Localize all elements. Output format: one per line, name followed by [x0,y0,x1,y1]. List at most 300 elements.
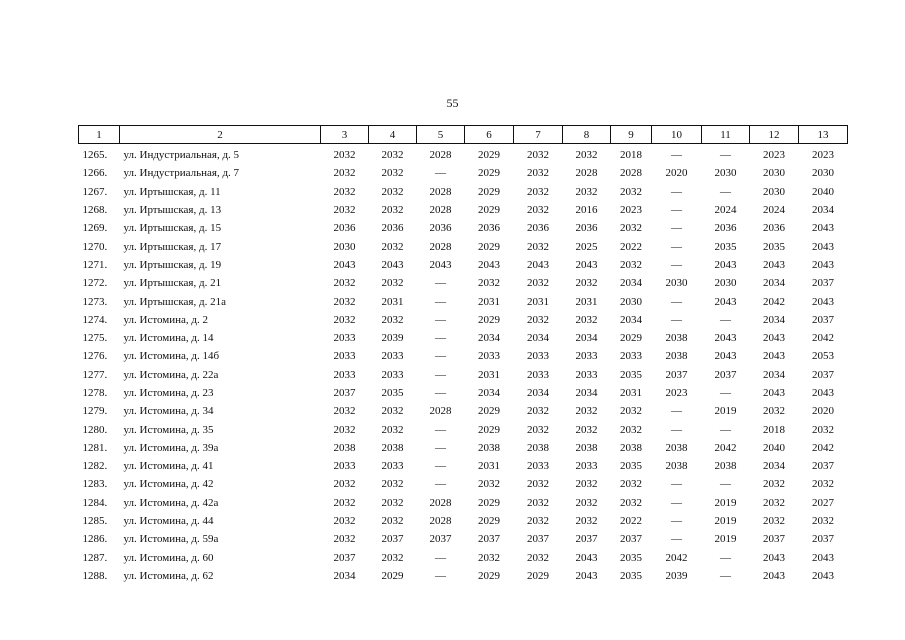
cell-col-3: 2032 [333,496,356,509]
cell-col-4: 2032 [381,185,404,198]
cell-col-4: 2033 [381,350,404,363]
cell-col-5: 2028 [429,149,452,162]
cell-col-11: 2024 [714,204,737,217]
cell-col-10: 2023 [665,387,688,399]
cell-col-12: 2032 [763,515,785,528]
cell-col-3: 2032 [333,277,356,290]
cell-col-10: — [671,295,682,308]
cell-address: ул. Истомина, д. 22а [123,368,219,381]
column-header: 9 [611,126,652,144]
cell-address: ул. Иртышская, д. 11 [123,185,221,198]
cell-address: ул. Истомина, д. 62 [123,569,214,582]
cell-col-9: 2030 [620,295,642,308]
cell-col-4: 2031 [381,295,404,308]
cell-row-number: 1275. [82,332,108,345]
cell-col-10: 2042 [665,551,688,564]
cell-col-13: 2053 [812,350,834,363]
cell-col-11: 2036 [714,222,737,235]
cell-col-4: 2032 [381,405,404,418]
cell-col-12: 2040 [763,441,785,454]
cell-col-13: 2037 [812,460,834,473]
cell-col-7: 2032 [527,185,549,198]
cell-row-number: 1283. [82,478,108,491]
cell-col-4: 2037 [381,533,404,546]
cell-col-9: 2032 [620,496,642,509]
cell-col-4: 2032 [381,478,404,491]
cell-col-3: 2043 [333,258,356,271]
cell-row-number: 1285. [82,515,108,528]
column-header: 1 [79,126,120,144]
schedule-table [78,125,848,585]
table-row [79,402,848,420]
cell-col-10: — [671,185,682,198]
table-row [79,475,848,493]
cell-col-8: 2032 [575,149,598,162]
cell-address: ул. Истомина, д. 60 [123,551,214,564]
cell-col-3: 2030 [333,240,356,253]
cell-col-11: 2030 [714,277,737,290]
cell-col-6: 2043 [478,258,500,271]
cell-col-5: — [435,551,446,564]
cell-col-12: 2023 [763,149,785,162]
cell-col-7: 2033 [527,350,549,363]
cell-row-number: 1276. [82,350,108,363]
column-header: 3 [321,126,369,144]
cell-col-5: 2028 [429,204,452,217]
cell-col-10: — [671,258,682,271]
cell-col-5: — [435,368,446,381]
table-row [79,457,848,475]
table-row [79,311,848,329]
cell-col-4: 2032 [381,167,404,180]
cell-col-9: 2022 [620,515,642,528]
cell-col-12: 2032 [763,478,785,491]
cell-col-7: 2032 [527,167,549,180]
cell-col-3: 2032 [333,204,356,217]
cell-col-4: 2032 [381,515,404,528]
table-row [79,164,848,182]
cell-col-12: 2030 [763,185,785,198]
cell-col-3: 2037 [333,551,356,564]
cell-address: ул. Истомина, д. 35 [123,423,214,436]
cell-col-7: 2032 [527,478,549,491]
cell-col-11: 2043 [714,258,737,271]
cell-col-3: 2036 [333,222,356,235]
cell-col-12: 2024 [763,204,785,217]
cell-col-12: 2043 [763,350,785,363]
cell-col-8: 2032 [575,405,598,418]
cell-col-6: 2031 [478,368,500,381]
cell-col-13: 2037 [812,368,834,381]
cell-row-number: 1281. [82,441,108,454]
table-row [79,219,848,237]
cell-col-6: 2029 [478,167,500,180]
cell-col-6: 2029 [478,569,500,582]
cell-col-9: 2031 [620,387,642,399]
cell-col-7: 2034 [527,387,549,399]
cell-col-8: 2033 [575,368,598,381]
table-row [79,549,848,567]
cell-col-12: 2032 [763,496,785,509]
cell-col-13: 2037 [812,313,834,326]
cell-col-6: 2029 [478,185,500,198]
cell-col-4: 2032 [381,551,404,564]
cell-col-11: 2019 [714,515,737,528]
cell-col-7: 2032 [527,149,549,162]
cell-col-12: 2036 [763,222,785,235]
cell-col-13: 2032 [812,478,834,491]
cell-col-11: 2019 [714,533,737,546]
cell-col-6: 2029 [478,423,500,436]
cell-col-9: 2023 [620,204,642,217]
table-body [79,144,848,586]
cell-col-13: 2020 [812,405,834,418]
cell-address: ул. Иртышская, д. 13 [123,204,222,217]
cell-col-6: 2032 [478,277,500,290]
cell-col-5: 2037 [429,533,452,546]
cell-col-9: 2032 [620,405,642,418]
cell-col-8: 2032 [575,185,598,198]
cell-col-12: 2034 [763,313,785,326]
cell-col-6: 2029 [478,405,500,418]
cell-col-9: 2032 [620,222,642,235]
cell-col-3: 2032 [333,295,356,308]
cell-col-3: 2033 [333,460,356,473]
cell-col-6: 2037 [478,533,500,546]
cell-col-13: 2043 [812,387,834,399]
cell-col-11: 2030 [714,167,737,180]
cell-address: ул. Иртышская, д. 15 [123,222,222,235]
cell-col-4: 2043 [381,258,404,271]
cell-col-4: 2029 [381,569,404,582]
cell-col-9: 2035 [620,368,642,381]
cell-col-11: — [720,185,731,198]
cell-col-8: 2016 [575,204,598,217]
cell-col-7: 2031 [527,295,549,308]
cell-col-11: 2038 [714,460,737,473]
cell-col-12: 2043 [763,569,785,582]
cell-row-number: 1273. [82,295,108,308]
table-row [79,512,848,530]
cell-address: ул. Истомина, д. 14 [123,332,214,345]
cell-col-6: 2038 [478,441,500,454]
cell-col-9: 2034 [620,313,642,326]
cell-col-5: 2028 [429,405,452,418]
cell-col-8: 2037 [575,533,598,546]
cell-col-9: 2032 [620,185,642,198]
cell-col-5: 2028 [429,185,452,198]
cell-col-6: 2032 [478,478,500,491]
cell-col-9: 2035 [620,551,642,564]
cell-col-6: 2029 [478,149,500,162]
cell-row-number: 1269. [82,222,108,235]
cell-address: ул. Индустриальная, д. 7 [123,167,240,180]
column-header: 13 [799,126,848,144]
cell-col-13: 2034 [812,204,834,217]
cell-col-4: 2032 [381,423,404,436]
cell-col-12: 2037 [763,533,785,546]
cell-col-11: — [720,313,731,326]
cell-col-5: — [435,423,446,436]
cell-col-3: 2033 [333,368,356,381]
cell-col-4: 2039 [381,332,404,345]
cell-col-4: 2032 [381,204,404,217]
cell-col-4: 2032 [381,496,404,509]
cell-col-6: 2029 [478,204,500,217]
cell-col-7: 2032 [527,204,549,217]
cell-col-10: 2039 [665,569,688,582]
cell-col-13: 2043 [812,295,834,308]
cell-col-3: 2032 [333,515,356,528]
cell-col-6: 2034 [478,387,500,399]
cell-col-5: 2036 [429,222,452,235]
cell-col-9: 2035 [620,460,642,473]
cell-col-11: — [720,551,731,564]
table-row [79,366,848,384]
cell-col-13: 2042 [812,332,834,345]
cell-col-7: 2038 [527,441,549,454]
cell-col-5: 2028 [429,240,452,253]
cell-col-5: — [435,332,446,345]
cell-col-4: 2038 [381,441,404,454]
cell-col-9: 2022 [620,240,642,253]
table-row [79,329,848,347]
cell-col-10: — [671,240,682,253]
cell-col-10: — [671,149,682,162]
table-row [79,144,848,165]
cell-col-11: — [720,149,731,162]
cell-col-5: 2028 [429,515,452,528]
cell-col-5: — [435,387,446,399]
table-row [79,292,848,310]
cell-col-7: 2032 [527,405,549,418]
cell-col-13: 2037 [812,277,834,290]
cell-col-9: 2033 [620,350,642,363]
cell-col-8: 2028 [575,167,598,180]
cell-col-8: 2032 [575,313,598,326]
cell-col-11: 2037 [714,368,737,381]
cell-col-11: — [720,387,731,399]
cell-col-6: 2034 [478,332,500,345]
cell-col-3: 2032 [333,185,356,198]
cell-row-number: 1282. [82,460,108,473]
cell-col-7: 2033 [527,368,549,381]
cell-row-number: 1271. [82,258,108,271]
cell-col-10: 2038 [665,441,688,454]
cell-col-10: 2030 [665,277,688,290]
cell-col-7: 2032 [527,277,549,290]
cell-col-11: 2019 [714,405,737,418]
cell-col-4: 2035 [381,387,404,399]
cell-col-5: — [435,313,446,326]
cell-row-number: 1272. [82,277,108,290]
cell-address: ул. Иртышская, д. 19 [123,258,222,271]
cell-col-9: 2018 [620,149,642,162]
cell-col-7: 2034 [527,332,549,345]
cell-address: ул. Истомина, д. 14б [123,350,220,363]
cell-address: ул. Истомина, д. 2 [123,313,208,326]
table-row [79,237,848,255]
cell-col-11: 2043 [714,350,737,363]
cell-col-10: — [671,533,682,546]
cell-row-number: 1288. [82,569,108,582]
cell-address: ул. Истомина, д. 44 [123,515,214,528]
cell-col-3: 2037 [333,387,356,399]
cell-col-6: 2036 [478,222,500,235]
cell-address: ул. Индустриальная, д. 5 [123,149,240,162]
cell-col-7: 2033 [527,460,549,473]
cell-col-11: 2042 [714,441,737,454]
cell-col-5: — [435,350,446,363]
cell-col-8: 2033 [575,350,598,363]
column-header: 5 [417,126,465,144]
cell-row-number: 1266. [82,167,108,180]
cell-col-7: 2032 [527,496,549,509]
cell-col-10: 2038 [665,350,688,363]
cell-col-10: 2037 [665,368,688,381]
column-header: 4 [369,126,417,144]
table-row [79,256,848,274]
cell-col-4: 2032 [381,277,404,290]
cell-address: ул. Иртышская, д. 17 [123,240,222,253]
cell-col-11: — [720,569,731,582]
cell-col-5: — [435,478,446,491]
cell-address: ул. Истомина, д. 42а [123,496,219,509]
cell-col-13: 2032 [812,515,834,528]
cell-col-5: — [435,277,446,290]
cell-col-8: 2032 [575,277,598,290]
cell-address: ул. Истомина, д. 39а [123,441,219,454]
cell-col-9: 2032 [620,478,642,491]
cell-col-12: 2042 [763,295,785,308]
cell-col-7: 2032 [527,423,549,436]
cell-col-5: 2043 [429,258,452,271]
cell-col-6: 2029 [478,240,500,253]
cell-col-5: — [435,167,446,180]
cell-col-3: 2034 [333,569,356,582]
cell-col-5: — [435,295,446,308]
cell-col-9: 2032 [620,258,642,271]
cell-col-13: 2043 [812,551,834,564]
cell-col-12: 2034 [763,460,785,473]
table-row [79,420,848,438]
column-header: 11 [702,126,750,144]
cell-col-7: 2029 [527,569,549,582]
cell-col-9: 2038 [620,441,642,454]
cell-col-5: — [435,569,446,582]
cell-col-10: — [671,222,682,235]
cell-col-11: — [720,478,731,491]
cell-col-12: 2035 [763,240,785,253]
cell-col-8: 2032 [575,478,598,491]
cell-col-10: — [671,405,682,418]
cell-col-8: 2032 [575,496,598,509]
cell-col-3: 2038 [333,441,356,454]
cell-col-5: — [435,441,446,454]
cell-col-10: — [671,515,682,528]
cell-row-number: 1274. [82,313,108,326]
cell-col-7: 2032 [527,313,549,326]
table-row [79,183,848,201]
cell-col-4: 2032 [381,313,404,326]
cell-address: ул. Истомина, д. 41 [123,460,214,473]
cell-col-10: — [671,313,682,326]
cell-col-13: 2043 [812,222,834,235]
cell-col-3: 2033 [333,332,356,345]
cell-col-11: 2035 [714,240,737,253]
cell-col-13: 2030 [812,167,834,180]
table-row [79,384,848,402]
cell-col-8: 2038 [575,441,598,454]
cell-col-10: — [671,423,682,436]
cell-col-6: 2033 [478,350,500,363]
cell-col-8: 2033 [575,460,598,473]
cell-row-number: 1265. [82,149,108,162]
cell-col-12: 2032 [763,405,785,418]
cell-address: ул. Истомина, д. 34 [123,405,214,418]
cell-col-4: 2033 [381,460,404,473]
table-row [79,494,848,512]
cell-row-number: 1286. [82,533,108,546]
cell-col-12: 2043 [763,258,785,271]
column-header: 10 [652,126,702,144]
table-row [79,347,848,365]
cell-col-10: — [671,478,682,491]
cell-col-13: 2037 [812,533,834,546]
cell-row-number: 1278. [82,387,108,399]
cell-col-12: 2034 [763,277,785,290]
table-row [79,567,848,585]
cell-address: ул. Иртышская, д. 21 [123,277,222,290]
cell-col-4: 2032 [381,149,404,162]
cell-col-8: 2031 [575,295,598,308]
cell-col-4: 2036 [381,222,404,235]
cell-row-number: 1284. [82,496,108,509]
column-header: 12 [750,126,799,144]
page-number: 55 [446,96,459,110]
cell-col-10: — [671,496,682,509]
cell-col-7: 2032 [527,240,549,253]
cell-col-12: 2034 [763,368,785,381]
cell-col-12: 2043 [763,387,785,399]
cell-col-6: 2029 [478,515,500,528]
cell-col-13: 2043 [812,258,834,271]
cell-col-13: 2040 [812,185,834,198]
cell-row-number: 1270. [82,240,108,253]
cell-col-10: 2038 [665,332,688,345]
cell-col-9: 2032 [620,423,642,436]
cell-col-6: 2032 [478,551,500,564]
cell-col-5: 2028 [429,496,452,509]
cell-col-13: 2027 [812,496,834,509]
cell-col-9: 2037 [620,533,642,546]
cell-col-3: 2032 [333,313,356,326]
cell-col-7: 2043 [527,258,549,271]
column-header: 6 [465,126,514,144]
cell-col-3: 2032 [333,167,356,180]
cell-col-6: 2031 [478,460,500,473]
cell-col-8: 2032 [575,515,598,528]
cell-col-11: — [720,423,731,436]
cell-col-13: 2043 [812,240,834,253]
cell-row-number: 1287. [82,551,108,564]
cell-col-11: 2043 [714,332,737,345]
cell-col-12: 2030 [763,167,785,180]
cell-address: ул. Истомина, д. 42 [123,478,214,491]
cell-col-8: 2034 [575,332,598,345]
cell-col-12: 2018 [763,423,785,436]
cell-col-7: 2032 [527,551,549,564]
